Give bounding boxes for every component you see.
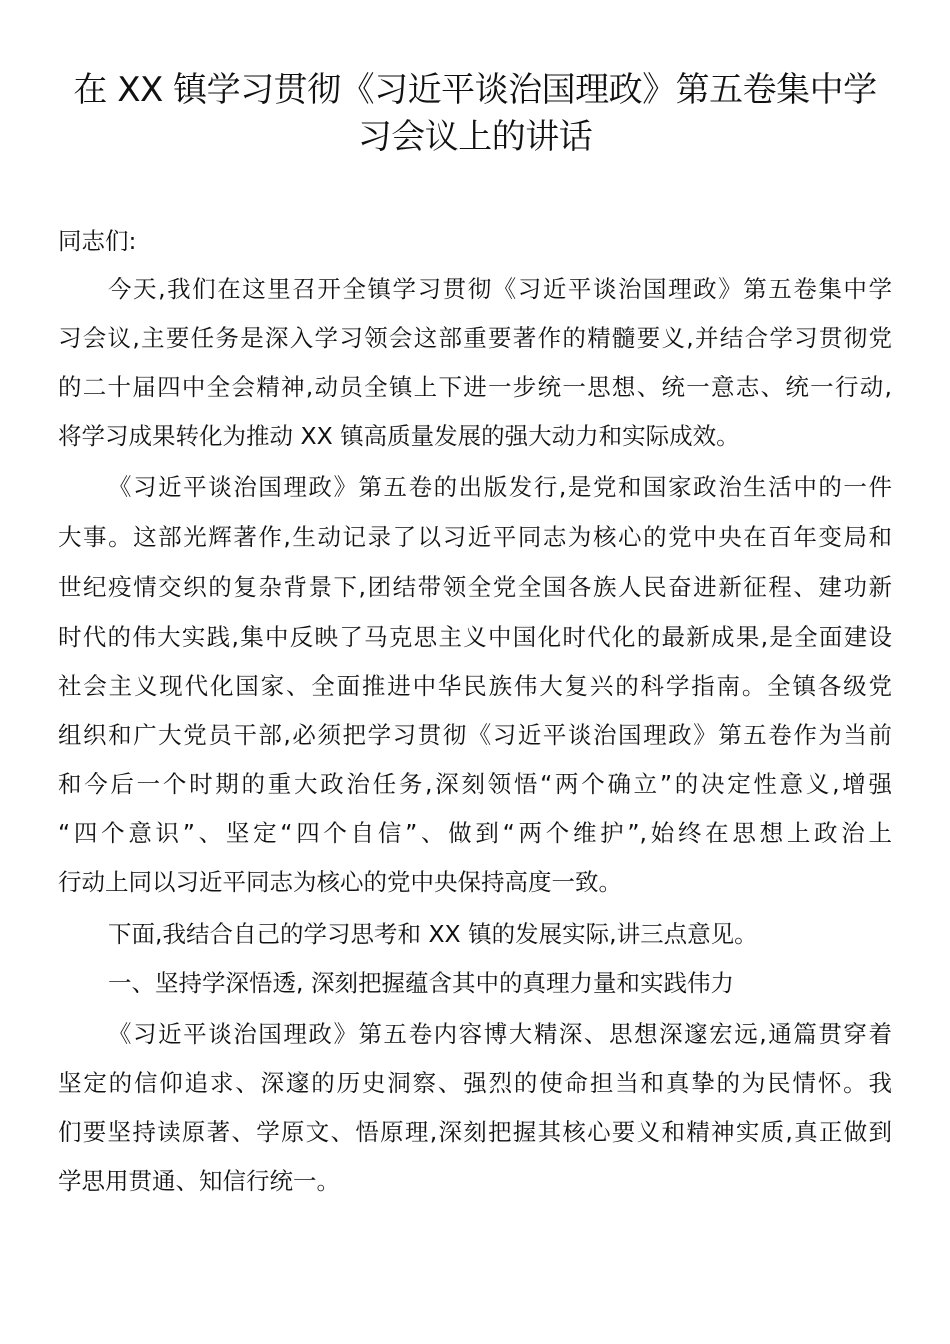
paragraph-2-line-5: 社会主义现代化国家、全面推进中华民族伟大复兴的科学指南。全镇各级党 [58,672,892,700]
paragraph-2-line-8: “四个意识”、坚定“四个自信”、做到“两个维护”,始终在思想上政治上 [58,819,892,847]
paragraph-1-line-2: 习会议,主要任务是深入学习领会这部重要著作的精髓要义,并结合学习贯彻党 [58,324,892,352]
paragraph-2-line-3: 世纪疫情交织的复杂背景下,团结带领全党全国各族人民奋进新征程、建功新 [58,573,892,601]
paragraph-3-line-1: 下面,我结合自己的学习思考和 XX 镇的发展实际,讲三点意见。 [108,920,758,948]
paragraph-1-line-4: 将学习成果转化为推动 XX 镇高质量发展的强大动力和实际成效。 [58,422,740,450]
salutation: 同志们: [58,227,137,255]
paragraph-2-line-9: 行动上同以习近平同志为核心的党中央保持高度一致。 [58,868,622,896]
paragraph-1-line-1: 今天,我们在这里召开全镇学习贯彻《习近平谈治国理政》第五卷集中学 [108,275,892,303]
paragraph-4-line-1: 《习近平谈治国理政》第五卷内容博大精深、思想深邃宏远,通篇贯穿着 [108,1020,892,1048]
paragraph-2-line-1: 《习近平谈治国理政》第五卷的出版发行,是党和国家政治生活中的一件 [108,473,892,501]
paragraph-2-line-7: 和今后一个时期的重大政治任务,深刻领悟“两个确立”的决定性意义,增强 [58,770,892,798]
paragraph-2-line-4: 时代的伟大实践,集中反映了马克思主义中国化时代化的最新成果,是全面建设 [58,623,892,651]
section-heading-1: 一、坚持学深悟透, 深刻把握蕴含其中的真理力量和实践伟力 [108,969,734,997]
paragraph-4-line-3: 们要坚持读原著、学原文、悟原理,深刻把握其核心要义和精神实质,真正做到 [58,1118,892,1146]
paragraph-1-line-3: 的二十届四中全会精神,动员全镇上下进一步统一思想、统一意志、统一行动, [58,373,892,401]
document-title-line-1: 在 XX 镇学习贯彻《习近平谈治国理政》第五卷集中学 [73,70,877,110]
paragraph-2-line-2: 大事。这部光辉著作,生动记录了以习近平同志为核心的党中央在百年变局和 [58,523,892,551]
paragraph-4-line-4: 学思用贯通、知信行统一。 [58,1167,340,1195]
paragraph-4-line-2: 坚定的信仰追求、深邃的历史洞察、强烈的使命担当和真挚的为民情怀。我 [58,1069,892,1097]
paragraph-2-line-6: 组织和广大党员干部,必须把学习贯彻《习近平谈治国理政》第五卷作为当前 [58,721,892,749]
document-title-line-2: 习会议上的讲话 [357,117,593,157]
